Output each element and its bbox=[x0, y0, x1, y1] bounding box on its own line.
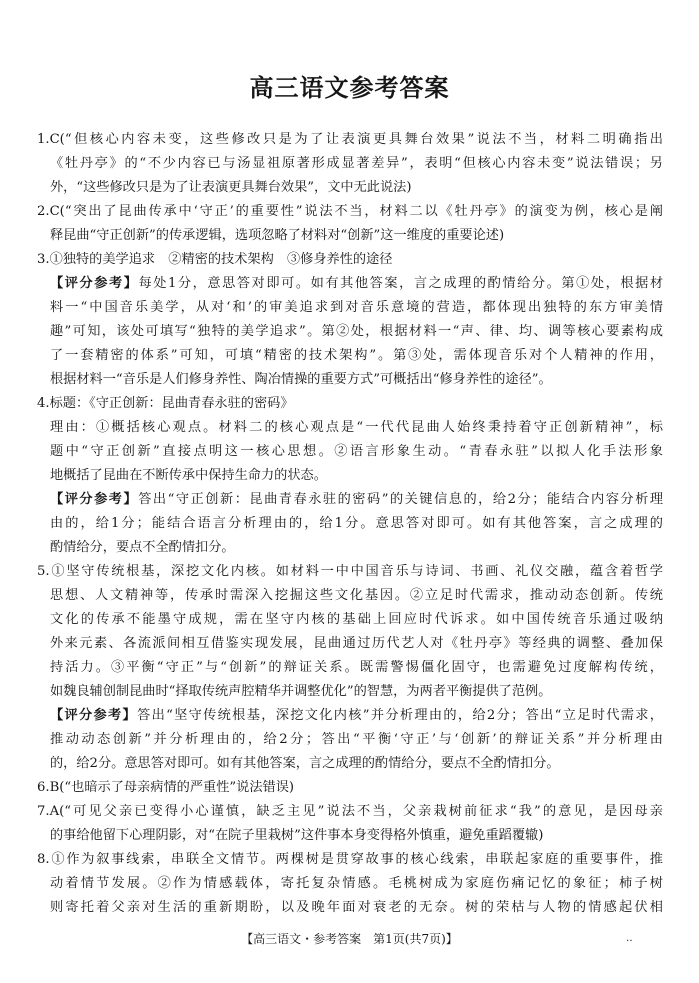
text-line-with-label bbox=[50, 704, 663, 728]
text-line: 题中“守正创新”直接点明这一核心思想。②语言形象生动。“青春永驻”以拟人化手法形象 bbox=[50, 444, 663, 459]
text-line: 趣”可知，该处可填写“独特的美学追求”。第②处，根据材料一“声、律、均、调等核心要素构成 bbox=[50, 324, 663, 339]
text-line-with-label bbox=[50, 488, 663, 512]
text-line: 5.①坚守传统根基，深挖文化内核。如材料一中中国音乐与诗词、书画、礼仪交融，蕴含着哲学 bbox=[37, 564, 663, 579]
text-line: 则寄托着父亲对生活的重新期盼，以及晚年面对衰老的无奈。树的荣枯与人物的情感起伏相 bbox=[50, 900, 663, 915]
text-line: 《牡丹亭》的“不少内容已与汤显祖原著形成显著差异”，表明“但核心内容未变”说法错误；另 bbox=[50, 156, 663, 171]
text-line: 8.①作为叙事线索，串联全文情节。两棵树是贯穿故事的核心线索，串联起家庭的重要事件，推 bbox=[37, 852, 663, 867]
text-line: 外来元素、各流派间相互借鉴实现发展，昆曲通过历代艺人对《牡丹亭》等经典的调整、叠加保 bbox=[50, 636, 663, 651]
text-line: 6.B(“也暗示了母亲病情的严重性”说法错误) bbox=[37, 780, 295, 795]
text-line: 4.标题：《守正创新：昆曲青春永驻的密码》 bbox=[37, 396, 294, 411]
text-line: 地概括了昆曲在不断传承中保持生命力的状态。 bbox=[50, 468, 327, 483]
text-content: 答出“守正创新：昆曲青春永驻的密码”的关键信息的，给2分；能结合内容分析理 bbox=[138, 492, 663, 507]
evaluation-label: 【评分参考】 bbox=[50, 708, 138, 723]
text-line-with-label bbox=[50, 272, 663, 296]
text-line: 理由：①概括核心观点。材料二的核心观点是“一代代昆曲人始终秉持着守正创新精神”，标 bbox=[50, 420, 663, 435]
corner-mark: ‥ bbox=[626, 933, 633, 944]
evaluation-label: 【评分参考】 bbox=[50, 492, 139, 507]
text-line: 动着情节发展。②作为情感载体，寄托复杂情感。毛桃树成为家庭伤痛记忆的象征；柿子树 bbox=[50, 876, 663, 891]
text-line: 1.C(“但核心内容未变，这些修改只是为了让表演更具舞台效果”说法不当，材料二明确指出 bbox=[37, 132, 663, 147]
text-line: 根据材料一“音乐是人们修身养性、陶冶情操的重要方式”可概括出“修身养性的途径”。 bbox=[50, 372, 552, 387]
text-content: 答出“坚守传统根基，深挖文化内核”并分析理由的，给2分；答出“立足时代需求， bbox=[137, 708, 663, 723]
text-line: 料一“中国音乐美学，从对‘和’的审美追求到对音乐意境的营造，都体现出独特的东方审美情 bbox=[50, 300, 663, 315]
text-line: 7.A(“可见父亲已变得小心谨慎，缺乏主见”说法不当，父亲栽树前征求“我”的意见，是因母亲 bbox=[37, 804, 663, 819]
text-line: 释昆曲“守正创新”的传承逻辑，选项忽略了材料对“创新”这一维度的重要论述) bbox=[50, 228, 505, 243]
evaluation-label: 【评分参考】 bbox=[50, 276, 139, 291]
text-content: 每处1分，意思答对即可。如有其他答案，言之成理的酌情给分。第①处，根据材 bbox=[138, 276, 663, 291]
page-footer: 【高三语文・参考答案 第1页(共7页)】 bbox=[241, 932, 458, 946]
page-title: 高三语文参考答案 bbox=[249, 74, 450, 102]
text-line: 持活力。③平衡“守正”与“创新”的辩证关系。既需警惕僵化固守，也需避免过度解构传统， bbox=[50, 660, 663, 675]
text-line: 如魏良辅创制昆曲时“择取传统声腔精华并调整优化”的智慧，为两者平衡提供了范例。 bbox=[50, 684, 552, 699]
text-line: 由的，给1分；能结合语言分析理由的，给1分。意思答对即可。如有其他答案，言之成理的 bbox=[50, 516, 663, 531]
text-line: 外，“这些修改只是为了让表演更具舞台效果”，文中无此说法) bbox=[50, 180, 412, 195]
text-line: 的，给2分。意思答对即可。如有其他答案，言之成理的酌情给分，要点不全酌情扣分。 bbox=[50, 756, 560, 771]
text-line: 酌情给分，要点不全酌情扣分。 bbox=[50, 540, 235, 555]
text-line: 文化的传承不能墨守成规，需在坚守内核的基础上回应时代诉求。如中国传统音乐通过吸纳 bbox=[50, 612, 663, 627]
text-line: 了一套精密的体系”可知，可填“精密的技术架构”。第③处，需体现音乐对个人精神的作用， bbox=[50, 348, 663, 363]
text-line: 2.C(“突出了昆曲传承中‘守正’的重要性”说法不当，材料二以《牡丹亭》的演变为例，核心是阐 bbox=[37, 204, 663, 219]
text-line: 的事给他留下心理阴影，对“在院子里栽树”这件事本身变得格外慎重，避免重蹈覆辙) bbox=[50, 828, 544, 843]
text-line: 3.①独特的美学追求 ②精密的技术架构 ③修身养性的途径 bbox=[37, 252, 393, 267]
text-line: 推动动态创新”并分析理由的，给2分；答出“平衡‘守正’与‘创新’的辩证关系”并分析理由 bbox=[50, 732, 663, 747]
text-line: 思想、人文精神等，传承时需深入挖掘这些文化基因。②立足时代需求，推动动态创新。传统 bbox=[50, 588, 663, 603]
